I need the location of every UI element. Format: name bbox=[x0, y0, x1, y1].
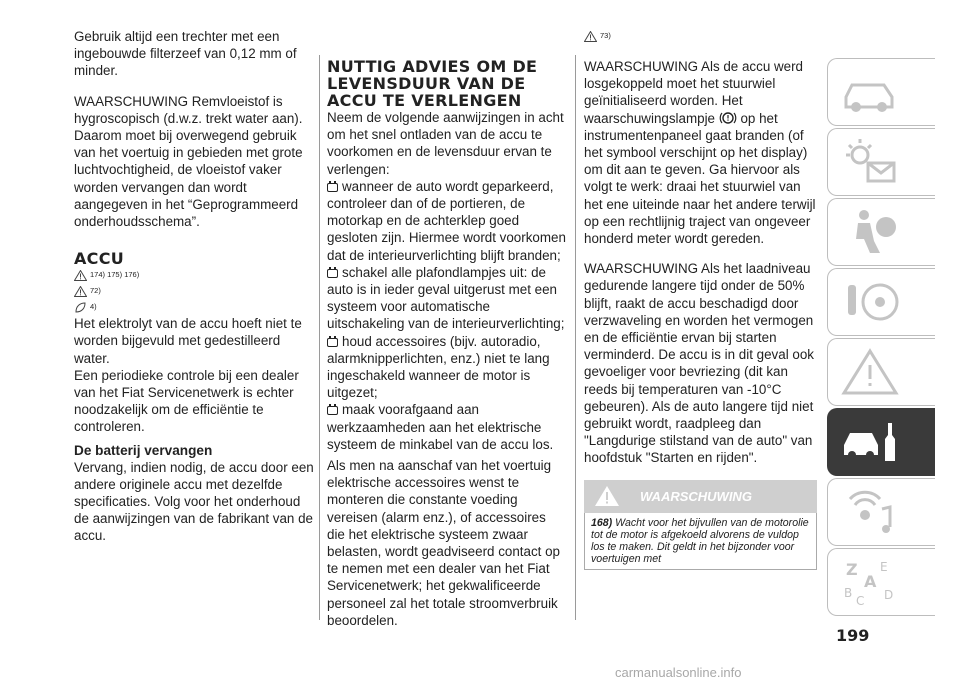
seatbelt-airbag-icon bbox=[840, 207, 902, 257]
lights-mail-icon bbox=[840, 137, 902, 187]
warning-refs bbox=[584, 28, 819, 44]
column-3 bbox=[584, 28, 819, 570]
warning-triangle-icon bbox=[594, 485, 620, 507]
refs-text: 174) 175) 176) bbox=[90, 270, 140, 280]
tab-index[interactable] bbox=[827, 548, 935, 616]
steering-warning: WAARSCHUWING Als de accu werd losgekoppeld moet het stuurwiel geïnitialiseerd worden. Het waarschuwingslampje op het instrumentenpaneel gaat branden (of het symbool verschijnt op het display) om dit aan te geven. Ga hiervoor als volgt te werk: draai het stuurwiel van het ene uiteinde naar het andere terwijl op een rechtlijnig traject van ongeveer honderd meter wordt gereden. bbox=[584, 59, 816, 247]
tab-emergency[interactable] bbox=[827, 338, 935, 406]
info-refs bbox=[74, 299, 314, 315]
battery-bullet-icon bbox=[327, 406, 338, 415]
refs-text: 4) bbox=[90, 302, 97, 312]
car-dashboard-icon bbox=[840, 67, 902, 117]
tab-safety[interactable] bbox=[827, 198, 935, 266]
refs-text: 73) bbox=[600, 31, 611, 40]
advice-closing: Als men na aanschaf van het voertuig elektrische accessoires wenst te monteren die constante voeding vereisen (alarm enz.), of accessoires die het elektrische systeem zwaar belasten, wordt geadviseerd contact op te nemen met een dealer van het Fiat Servicenetwerk; het gekwalificeerde personeel zal het totale stroomverbruik beoordelen. bbox=[327, 458, 560, 628]
column-2 bbox=[327, 28, 567, 642]
svg-text:A: A bbox=[864, 572, 877, 591]
accu-paragraph-2: Een periodieke controle bij een dealer van het Fiat Servicenetwerk is echter noodzakelijk om de efficiëntie te controleren. bbox=[74, 367, 299, 435]
tab-multimedia[interactable] bbox=[827, 478, 935, 546]
column-divider bbox=[319, 55, 320, 620]
watermark: carmanualsonline.info bbox=[615, 665, 742, 680]
tab-maintenance[interactable] bbox=[827, 408, 935, 476]
warning-box-text: Wacht voor het bijvullen van de motorolie tot de motor is afgekoeld alvorens de vuldop los te maken. Dit geldt in het bijzonder voor voertuigen met bbox=[591, 516, 809, 566]
battery-bullet-icon bbox=[327, 183, 338, 192]
bullet-item: wanneer de auto wordt geparkeerd, controleer dan of de portieren, de motorkap en de achterklep goed gesloten zijn. Hiermee wordt voorkomen dat de interieurverlichting blijft branden; bbox=[327, 178, 566, 263]
bullet-item: schakel alle plafondlampjes uit: de auto is in ieder geval uitgerust met een systeem voor automatische uitschakeling van de interieurverlichting; bbox=[327, 264, 565, 332]
advice-intro: Neem de volgende aanwijzingen in acht om het snel ontladen van de accu te voorkomen en de levensduur ervan te verlengen: bbox=[327, 110, 564, 177]
svg-text:E: E bbox=[880, 560, 888, 574]
warning-refs bbox=[74, 283, 314, 299]
chapter-tabs bbox=[827, 58, 935, 618]
svg-text:B: B bbox=[844, 586, 853, 600]
svg-text:D: D bbox=[884, 588, 894, 602]
warning-box-body bbox=[584, 513, 817, 571]
charge-level-warning: WAARSCHUWING Als het laadniveau gedurende langere tijd onder de 50% blijft, raakt de accu beschadigd door verzwaveling en worden het vermogen en de efficiëntie ervan bij starten verminderd. De accu is in dit geval ook gevoeliger voor bevriezing (dit kan reeds bij temperaturen van -10°C gebeuren). Als de auto langere tijd niet gebruikt wordt, raadpleeg dan "Langdurige stilstand van de auto" van hoofdstuk "Starten en rijden". bbox=[584, 261, 814, 466]
car-wrench-icon bbox=[840, 417, 902, 467]
tab-dashboard[interactable] bbox=[827, 58, 935, 126]
replace-battery-heading: De batterij vervangen bbox=[74, 442, 213, 458]
accu-heading: ACCU bbox=[74, 249, 125, 269]
refs-text: 72) bbox=[90, 286, 101, 296]
brake-fluid-warning: WAARSCHUWING Remvloeistof is hygroscopisch (d.w.z. trekt water aan). Daarom moet bij overwegend gebruik van het voertuig in gebieden met grote luchtvochtigheid, de vloeistof vaker worden vervangen dan wordt aangegeven in het “Geprogrammeerd onderhoudsschema”. bbox=[74, 93, 303, 230]
warning-triangle-icon bbox=[74, 270, 87, 281]
steering-warning-lamp-icon bbox=[719, 111, 737, 125]
warning-box-header bbox=[584, 480, 817, 513]
bullet-item: houd accessoires (bijv. autoradio, alarmknipperlichten, enz.) niet te lang ingeschakeld wanneer de motor is uitgezet; bbox=[327, 333, 550, 401]
page-number: 199 bbox=[836, 626, 870, 645]
warning-triangle-icon bbox=[74, 286, 87, 297]
svg-text:C: C bbox=[856, 594, 865, 607]
replace-battery-paragraph: Vervang, indien nodig, de accu door een andere originele accu met dezelfde specificaties. Volg voor het onderhoud de aanwijzingen van de fabrikant van de accu. bbox=[74, 459, 314, 544]
intro-paragraph: Gebruik altijd een trechter met een ingebouwde filterzeef van 0,12 mm of minder. bbox=[74, 29, 297, 79]
advice-heading: NUTTIG ADVIES OM DE LEVENSDUUR VAN DE ACCU TE VERLENGEN bbox=[327, 57, 538, 110]
accu-paragraph-1: Het elektrolyt van de accu hoeft niet te worden bijgevuld met gedestilleerd water. bbox=[74, 316, 302, 366]
index-letters-icon bbox=[840, 557, 902, 607]
column-1 bbox=[74, 28, 314, 558]
battery-bullet-icon bbox=[327, 269, 338, 278]
media-icon bbox=[840, 487, 902, 537]
battery-bullet-icon bbox=[327, 338, 338, 347]
warning-refs bbox=[74, 267, 314, 283]
warning-triangle-icon bbox=[584, 31, 597, 42]
warning-road-icon bbox=[840, 347, 902, 397]
warning-box-number: 168) bbox=[591, 516, 613, 529]
tab-starting[interactable] bbox=[827, 268, 935, 336]
column-divider bbox=[575, 55, 576, 620]
eco-leaf-icon bbox=[74, 302, 87, 313]
warning-box-title: WAARSCHUWING bbox=[640, 488, 752, 504]
bullet-item: maak voorafgaand aan werkzaamheden aan het elektrische systeem de minkabel van de accu los. bbox=[327, 402, 554, 452]
warning-box bbox=[584, 480, 817, 571]
tab-lights[interactable] bbox=[827, 128, 935, 196]
key-steering-icon bbox=[840, 277, 902, 327]
svg-text:Z: Z bbox=[846, 560, 858, 579]
